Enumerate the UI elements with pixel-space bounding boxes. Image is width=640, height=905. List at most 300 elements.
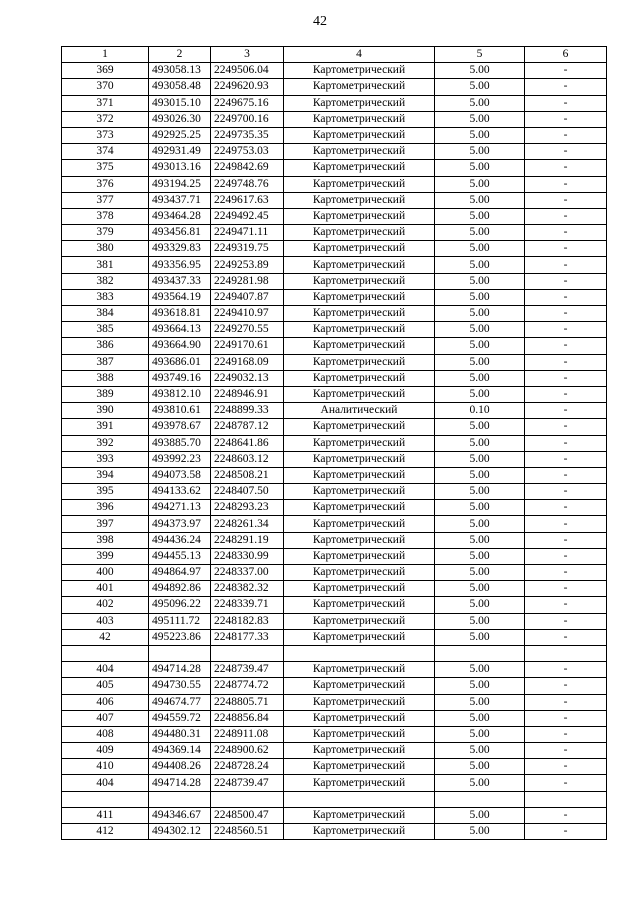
- x-coordinate-cell: 493812.10: [149, 386, 211, 402]
- table-row: [62, 824, 607, 840]
- table-row: [62, 645, 607, 661]
- y-coordinate-cell: 2248182.83: [211, 613, 284, 629]
- x-coordinate-cell: 494346.67: [149, 807, 211, 823]
- method-cell: Картометрический: [284, 597, 435, 613]
- note-cell: -: [525, 370, 607, 386]
- y-coordinate-cell: 2249170.61: [211, 338, 284, 354]
- note-cell: -: [525, 807, 607, 823]
- note-cell: -: [525, 354, 607, 370]
- table-row: [62, 500, 607, 516]
- method-cell: Картометрический: [284, 807, 435, 823]
- accuracy-cell: 5.00: [435, 629, 525, 645]
- y-coordinate-cell: 2248382.32: [211, 581, 284, 597]
- table-row: [62, 127, 607, 143]
- accuracy-cell: 5.00: [435, 225, 525, 241]
- y-coordinate-cell: 2248899.33: [211, 403, 284, 419]
- note-cell: -: [525, 532, 607, 548]
- method-cell: Картометрический: [284, 338, 435, 354]
- accuracy-cell: 5.00: [435, 532, 525, 548]
- x-coordinate-cell: 493437.33: [149, 273, 211, 289]
- y-coordinate-cell: 2249471.11: [211, 225, 284, 241]
- method-cell: Картометрический: [284, 532, 435, 548]
- table-row: [62, 306, 607, 322]
- point-number-cell: [62, 645, 149, 661]
- page-number: 42: [313, 14, 327, 29]
- method-cell: Картометрический: [284, 111, 435, 127]
- accuracy-cell: 5.00: [435, 111, 525, 127]
- note-cell: [525, 645, 607, 661]
- y-coordinate-cell: 2249620.93: [211, 79, 284, 95]
- x-coordinate-cell: [149, 791, 211, 807]
- accuracy-cell: 5.00: [435, 354, 525, 370]
- method-cell: Картометрический: [284, 241, 435, 257]
- accuracy-cell: 5.00: [435, 581, 525, 597]
- y-coordinate-cell: 2249700.16: [211, 111, 284, 127]
- accuracy-cell: 5.00: [435, 548, 525, 564]
- point-number-cell: 371: [62, 95, 149, 111]
- y-coordinate-cell: 2248177.33: [211, 629, 284, 645]
- table-row: [62, 791, 607, 807]
- point-number-cell: 397: [62, 516, 149, 532]
- point-number-cell: 400: [62, 565, 149, 581]
- note-cell: -: [525, 759, 607, 775]
- y-coordinate-cell: 2248787.12: [211, 419, 284, 435]
- x-coordinate-cell: 493058.13: [149, 63, 211, 79]
- x-coordinate-cell: 493978.67: [149, 419, 211, 435]
- method-cell: [284, 645, 435, 661]
- y-coordinate-cell: 2248911.08: [211, 726, 284, 742]
- method-cell: Картометрический: [284, 678, 435, 694]
- table-body: [62, 63, 607, 840]
- point-number-cell: 388: [62, 370, 149, 386]
- point-number-cell: 401: [62, 581, 149, 597]
- x-coordinate-cell: 495096.22: [149, 597, 211, 613]
- x-coordinate-cell: 493618.81: [149, 306, 211, 322]
- point-number-cell: 404: [62, 662, 149, 678]
- method-cell: Картометрический: [284, 726, 435, 742]
- y-coordinate-cell: 2248603.12: [211, 451, 284, 467]
- note-cell: -: [525, 565, 607, 581]
- x-coordinate-cell: 494730.55: [149, 678, 211, 694]
- point-number-cell: 406: [62, 694, 149, 710]
- x-coordinate-cell: 493992.23: [149, 451, 211, 467]
- table-row: [62, 322, 607, 338]
- y-coordinate-cell: 2248856.84: [211, 710, 284, 726]
- accuracy-cell: 5.00: [435, 95, 525, 111]
- point-number-cell: 392: [62, 435, 149, 451]
- note-cell: -: [525, 500, 607, 516]
- column-header-1: 1: [62, 47, 149, 63]
- x-coordinate-cell: 493810.61: [149, 403, 211, 419]
- point-number-cell: 408: [62, 726, 149, 742]
- table-row: [62, 208, 607, 224]
- point-number-cell: 370: [62, 79, 149, 95]
- accuracy-cell: 5.00: [435, 775, 525, 791]
- x-coordinate-cell: 493015.10: [149, 95, 211, 111]
- accuracy-cell: 5.00: [435, 743, 525, 759]
- table-row: [62, 273, 607, 289]
- method-cell: Картометрический: [284, 451, 435, 467]
- table-row: [62, 548, 607, 564]
- point-number-cell: 385: [62, 322, 149, 338]
- method-cell: Картометрический: [284, 613, 435, 629]
- x-coordinate-cell: 494864.97: [149, 565, 211, 581]
- method-cell: Картометрический: [284, 144, 435, 160]
- x-coordinate-cell: 493026.30: [149, 111, 211, 127]
- method-cell: Картометрический: [284, 127, 435, 143]
- accuracy-cell: 5.00: [435, 807, 525, 823]
- y-coordinate-cell: 2248774.72: [211, 678, 284, 694]
- table-row: [62, 467, 607, 483]
- method-cell: Картометрический: [284, 467, 435, 483]
- point-number-cell: 411: [62, 807, 149, 823]
- x-coordinate-cell: 494408.26: [149, 759, 211, 775]
- method-cell: Аналитический: [284, 403, 435, 419]
- table-row: [62, 176, 607, 192]
- y-coordinate-cell: [211, 791, 284, 807]
- table-row: [62, 613, 607, 629]
- note-cell: -: [525, 516, 607, 532]
- method-cell: Картометрический: [284, 95, 435, 111]
- point-number-cell: 380: [62, 241, 149, 257]
- x-coordinate-cell: 493058.48: [149, 79, 211, 95]
- method-cell: Картометрический: [284, 484, 435, 500]
- x-coordinate-cell: 494133.62: [149, 484, 211, 500]
- table-row: [62, 775, 607, 791]
- x-coordinate-cell: 494073.58: [149, 467, 211, 483]
- point-number-cell: 404: [62, 775, 149, 791]
- x-coordinate-cell: 494271.13: [149, 500, 211, 516]
- note-cell: -: [525, 111, 607, 127]
- accuracy-cell: 5.00: [435, 726, 525, 742]
- method-cell: Картометрический: [284, 176, 435, 192]
- note-cell: -: [525, 208, 607, 224]
- point-number-cell: 398: [62, 532, 149, 548]
- x-coordinate-cell: 494455.13: [149, 548, 211, 564]
- point-number-cell: 396: [62, 500, 149, 516]
- coordinates-table: [61, 46, 607, 840]
- accuracy-cell: 5.00: [435, 613, 525, 629]
- method-cell: Картометрический: [284, 500, 435, 516]
- accuracy-cell: 5.00: [435, 435, 525, 451]
- table-row: [62, 338, 607, 354]
- table-row: [62, 160, 607, 176]
- x-coordinate-cell: 494674.77: [149, 694, 211, 710]
- accuracy-cell: 5.00: [435, 710, 525, 726]
- note-cell: -: [525, 548, 607, 564]
- method-cell: Картометрический: [284, 662, 435, 678]
- accuracy-cell: [435, 645, 525, 661]
- note-cell: -: [525, 386, 607, 402]
- note-cell: -: [525, 192, 607, 208]
- y-coordinate-cell: 2248330.99: [211, 548, 284, 564]
- x-coordinate-cell: 495111.72: [149, 613, 211, 629]
- table-row: [62, 111, 607, 127]
- method-cell: Картометрический: [284, 824, 435, 840]
- table-row: [62, 386, 607, 402]
- y-coordinate-cell: 2248805.71: [211, 694, 284, 710]
- x-coordinate-cell: 493013.16: [149, 160, 211, 176]
- table-row: [62, 241, 607, 257]
- method-cell: Картометрический: [284, 257, 435, 273]
- accuracy-cell: 5.00: [435, 273, 525, 289]
- x-coordinate-cell: 493456.81: [149, 225, 211, 241]
- accuracy-cell: 5.00: [435, 451, 525, 467]
- table-row: [62, 63, 607, 79]
- header-row: [62, 47, 607, 63]
- x-coordinate-cell: 493664.13: [149, 322, 211, 338]
- table-row: [62, 726, 607, 742]
- note-cell: -: [525, 710, 607, 726]
- accuracy-cell: 5.00: [435, 386, 525, 402]
- method-cell: Картометрический: [284, 629, 435, 645]
- y-coordinate-cell: 2249407.87: [211, 289, 284, 305]
- y-coordinate-cell: 2248739.47: [211, 662, 284, 678]
- note-cell: -: [525, 435, 607, 451]
- point-number-cell: 377: [62, 192, 149, 208]
- table-row: [62, 484, 607, 500]
- table-row: [62, 419, 607, 435]
- table-row: [62, 257, 607, 273]
- accuracy-cell: 5.00: [435, 516, 525, 532]
- point-number-cell: 384: [62, 306, 149, 322]
- y-coordinate-cell: 2248261.34: [211, 516, 284, 532]
- y-coordinate-cell: 2248728.24: [211, 759, 284, 775]
- note-cell: -: [525, 289, 607, 305]
- x-coordinate-cell: 495223.86: [149, 629, 211, 645]
- note-cell: -: [525, 775, 607, 791]
- x-coordinate-cell: 493437.71: [149, 192, 211, 208]
- table-row: [62, 451, 607, 467]
- note-cell: -: [525, 678, 607, 694]
- table-row: [62, 597, 607, 613]
- y-coordinate-cell: 2249748.76: [211, 176, 284, 192]
- note-cell: -: [525, 613, 607, 629]
- table-row: [62, 581, 607, 597]
- table-row: [62, 532, 607, 548]
- point-number-cell: 410: [62, 759, 149, 775]
- accuracy-cell: 5.00: [435, 678, 525, 694]
- point-number-cell: 405: [62, 678, 149, 694]
- accuracy-cell: 5.00: [435, 63, 525, 79]
- note-cell: -: [525, 451, 607, 467]
- y-coordinate-cell: 2248900.62: [211, 743, 284, 759]
- note-cell: -: [525, 273, 607, 289]
- point-number-cell: 381: [62, 257, 149, 273]
- method-cell: Картометрический: [284, 79, 435, 95]
- y-coordinate-cell: 2248508.21: [211, 467, 284, 483]
- point-number-cell: 383: [62, 289, 149, 305]
- method-cell: Картометрический: [284, 192, 435, 208]
- point-number-cell: 369: [62, 63, 149, 79]
- note-cell: -: [525, 726, 607, 742]
- note-cell: -: [525, 144, 607, 160]
- column-header-4: 4: [284, 47, 435, 63]
- accuracy-cell: 0.10: [435, 403, 525, 419]
- note-cell: -: [525, 403, 607, 419]
- table-row: [62, 435, 607, 451]
- note-cell: -: [525, 629, 607, 645]
- y-coordinate-cell: 2248641.86: [211, 435, 284, 451]
- table-row: [62, 95, 607, 111]
- y-coordinate-cell: 2248946.91: [211, 386, 284, 402]
- x-coordinate-cell: 493564.19: [149, 289, 211, 305]
- method-cell: Картометрический: [284, 273, 435, 289]
- accuracy-cell: 5.00: [435, 306, 525, 322]
- method-cell: [284, 791, 435, 807]
- note-cell: -: [525, 581, 607, 597]
- method-cell: Картометрический: [284, 354, 435, 370]
- table-row: [62, 710, 607, 726]
- x-coordinate-cell: 493194.25: [149, 176, 211, 192]
- y-coordinate-cell: 2248293.23: [211, 500, 284, 516]
- x-coordinate-cell: 494373.97: [149, 516, 211, 532]
- x-coordinate-cell: 493686.01: [149, 354, 211, 370]
- point-number-cell: 379: [62, 225, 149, 241]
- point-number-cell: 375: [62, 160, 149, 176]
- y-coordinate-cell: 2249270.55: [211, 322, 284, 338]
- point-number-cell: 376: [62, 176, 149, 192]
- y-coordinate-cell: 2249319.75: [211, 241, 284, 257]
- x-coordinate-cell: 493749.16: [149, 370, 211, 386]
- accuracy-cell: 5.00: [435, 257, 525, 273]
- accuracy-cell: 5.00: [435, 694, 525, 710]
- accuracy-cell: 5.00: [435, 565, 525, 581]
- point-number-cell: 399: [62, 548, 149, 564]
- accuracy-cell: 5.00: [435, 484, 525, 500]
- x-coordinate-cell: 493329.83: [149, 241, 211, 257]
- table-row: [62, 79, 607, 95]
- y-coordinate-cell: 2248739.47: [211, 775, 284, 791]
- method-cell: Картометрический: [284, 160, 435, 176]
- method-cell: Картометрический: [284, 289, 435, 305]
- y-coordinate-cell: 2249753.03: [211, 144, 284, 160]
- table-row: [62, 192, 607, 208]
- x-coordinate-cell: 493464.28: [149, 208, 211, 224]
- column-header-2: 2: [149, 47, 211, 63]
- accuracy-cell: 5.00: [435, 824, 525, 840]
- y-coordinate-cell: 2249842.69: [211, 160, 284, 176]
- method-cell: Картометрический: [284, 208, 435, 224]
- point-number-cell: 409: [62, 743, 149, 759]
- x-coordinate-cell: 492925.25: [149, 127, 211, 143]
- note-cell: -: [525, 257, 607, 273]
- point-number-cell: 403: [62, 613, 149, 629]
- method-cell: Картометрический: [284, 548, 435, 564]
- method-cell: Картометрический: [284, 386, 435, 402]
- note-cell: -: [525, 79, 607, 95]
- y-coordinate-cell: 2249617.63: [211, 192, 284, 208]
- table-row: [62, 354, 607, 370]
- point-number-cell: 389: [62, 386, 149, 402]
- table-row: [62, 743, 607, 759]
- y-coordinate-cell: 2249675.16: [211, 95, 284, 111]
- x-coordinate-cell: 494369.14: [149, 743, 211, 759]
- note-cell: -: [525, 824, 607, 840]
- method-cell: Картометрический: [284, 419, 435, 435]
- table-row: [62, 289, 607, 305]
- y-coordinate-cell: 2248337.00: [211, 565, 284, 581]
- table-header: [62, 47, 607, 63]
- accuracy-cell: 5.00: [435, 419, 525, 435]
- accuracy-cell: 5.00: [435, 662, 525, 678]
- note-cell: -: [525, 95, 607, 111]
- method-cell: Картометрический: [284, 759, 435, 775]
- point-number-cell: 394: [62, 467, 149, 483]
- column-header-6: 6: [525, 47, 607, 63]
- method-cell: Картометрический: [284, 581, 435, 597]
- y-coordinate-cell: 2249032.13: [211, 370, 284, 386]
- method-cell: Картометрический: [284, 435, 435, 451]
- point-number-cell: [62, 791, 149, 807]
- point-number-cell: 402: [62, 597, 149, 613]
- note-cell: -: [525, 484, 607, 500]
- method-cell: Картометрический: [284, 225, 435, 241]
- method-cell: Картометрический: [284, 322, 435, 338]
- y-coordinate-cell: 2249506.04: [211, 63, 284, 79]
- method-cell: Картометрический: [284, 694, 435, 710]
- table-row: [62, 629, 607, 645]
- x-coordinate-cell: 493885.70: [149, 435, 211, 451]
- table-row: [62, 565, 607, 581]
- table-row: [62, 807, 607, 823]
- table-row: [62, 144, 607, 160]
- x-coordinate-cell: 494714.28: [149, 775, 211, 791]
- y-coordinate-cell: 2248291.19: [211, 532, 284, 548]
- table-row: [62, 370, 607, 386]
- accuracy-cell: 5.00: [435, 597, 525, 613]
- accuracy-cell: 5.00: [435, 160, 525, 176]
- table-row: [62, 678, 607, 694]
- column-header-5: 5: [435, 47, 525, 63]
- method-cell: Картометрический: [284, 775, 435, 791]
- accuracy-cell: 5.00: [435, 176, 525, 192]
- method-cell: Картометрический: [284, 370, 435, 386]
- point-number-cell: 378: [62, 208, 149, 224]
- note-cell: -: [525, 127, 607, 143]
- y-coordinate-cell: 2248339.71: [211, 597, 284, 613]
- point-number-cell: 382: [62, 273, 149, 289]
- x-coordinate-cell: 493356.95: [149, 257, 211, 273]
- x-coordinate-cell: 494436.24: [149, 532, 211, 548]
- note-cell: [525, 791, 607, 807]
- method-cell: Картометрический: [284, 565, 435, 581]
- point-number-cell: 412: [62, 824, 149, 840]
- accuracy-cell: [435, 791, 525, 807]
- point-number-cell: 386: [62, 338, 149, 354]
- y-coordinate-cell: 2249281.98: [211, 273, 284, 289]
- note-cell: -: [525, 160, 607, 176]
- y-coordinate-cell: 2248500.47: [211, 807, 284, 823]
- note-cell: -: [525, 306, 607, 322]
- note-cell: -: [525, 322, 607, 338]
- note-cell: -: [525, 467, 607, 483]
- method-cell: Картометрический: [284, 710, 435, 726]
- table-row: [62, 516, 607, 532]
- y-coordinate-cell: 2248560.51: [211, 824, 284, 840]
- point-number-cell: 391: [62, 419, 149, 435]
- table-row: [62, 225, 607, 241]
- x-coordinate-cell: 494559.72: [149, 710, 211, 726]
- point-number-cell: 395: [62, 484, 149, 500]
- x-coordinate-cell: 494714.28: [149, 662, 211, 678]
- point-number-cell: 407: [62, 710, 149, 726]
- accuracy-cell: 5.00: [435, 759, 525, 775]
- note-cell: -: [525, 743, 607, 759]
- point-number-cell: 393: [62, 451, 149, 467]
- point-number-cell: 387: [62, 354, 149, 370]
- point-number-cell: 373: [62, 127, 149, 143]
